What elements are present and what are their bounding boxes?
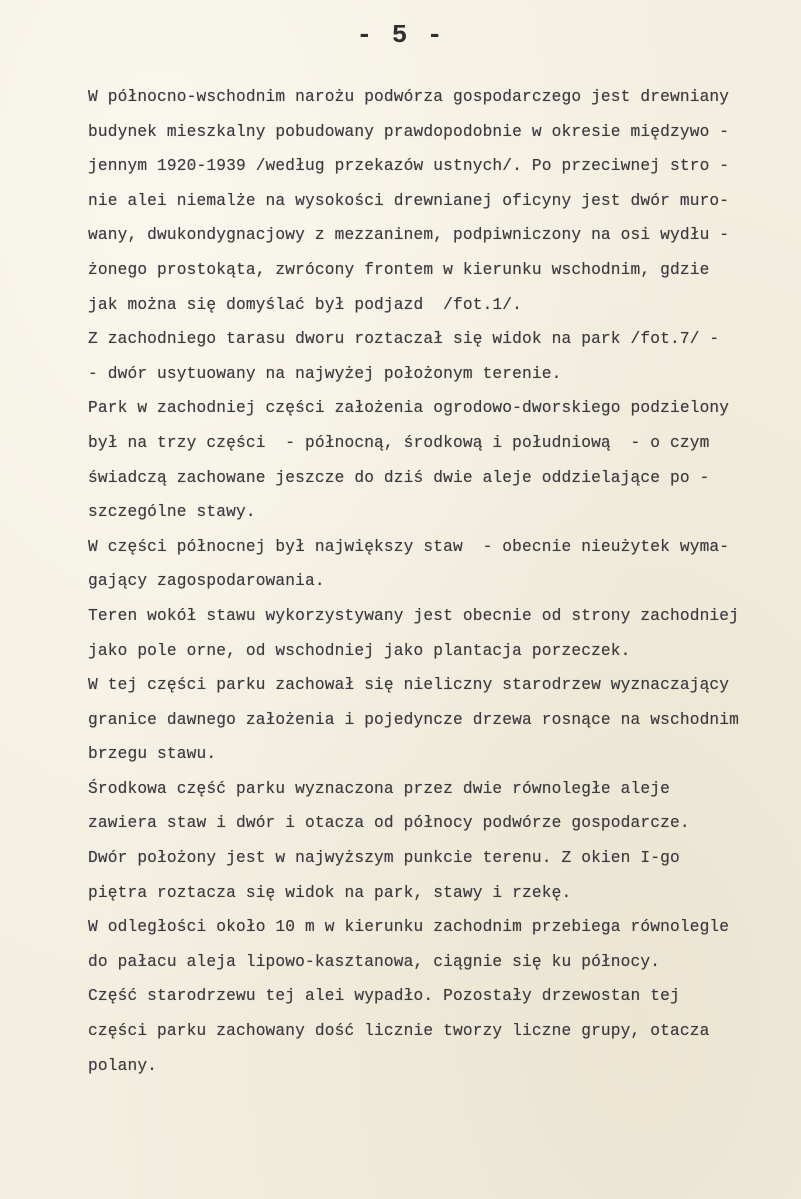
text-line: budynek mieszkalny pobudowany prawdopodobnie w okresie międzywo - [88,122,730,141]
text-line: do pałacu aleja lipowo-kasztanowa, ciągnie się ku północy. [88,952,661,971]
text-line: brzegu stawu. [88,745,217,764]
text-line: piętra roztacza się widok na park, stawy i rzekę. [88,883,572,902]
text-line: Środkowa część parku wyznaczona przez dwie równoległe aleje [88,779,670,798]
text-line: gający zagospodarowania. [88,572,325,591]
text-line: W północno-wschodnim narożu podwórza gospodarczego jest drewniany [88,88,730,106]
text-line: granice dawnego założenia i pojedyncze drzewa rosnące na wschodnim [88,710,740,729]
text-line: - dwór usytuowany na najwyżej położonym terenie. [88,364,562,383]
text-line: jako pole orne, od wschodniej jako plantacja porzeczek. [88,641,631,660]
text-line: części parku zachowany dość licznie tworzy liczne grupy, otacza [88,1022,710,1041]
text-line: Z zachodniego tarasu dworu roztaczał się widok na park /fot.7/ - [88,330,720,349]
page-number: - 5 - [356,20,445,50]
text-line: Park w zachodniej części założenia ogrodowo-dworskiego podzielony [88,399,730,418]
text-line: Teren wokół stawu wykorzystywany jest obecnie od strony zachodniej [88,606,740,625]
text-line: Dwór położony jest w najwyższym punkcie terenu. Z okien I-go [88,849,680,868]
text-line: polany. [88,1056,158,1075]
text-line: nie alei niemalże na wysokości drewnianej oficyny jest dwór muro- [88,191,730,210]
text-line: świadczą zachowane jeszcze do dziś dwie aleje oddzielające po - [88,468,710,487]
text-line: wany, dwukondygnacjowy z mezzaninem, podpiwniczony na osi wydłu - [88,226,730,245]
typewritten-text-body [88,84,793,1087]
text-line: zawiera staw i dwór i otacza od północy podwórze gospodarcze. [88,814,690,833]
text-line: Część starodrzewu tej alei wypadło. Pozostały drzewostan tej [88,987,680,1006]
text-line: jak można się domyślać był podjazd /fot.1/. [88,295,523,314]
text-line: jennym 1920-1939 /według przekazów ustnych/. Po przeciwnej stro - [88,157,730,176]
text-line: W części północnej był największy staw - obecnie nieużytek wyma- [88,537,730,556]
text-line: był na trzy części - północną, środkową i południową - o czym [88,433,710,452]
text-line: W tej części parku zachował się nieliczny starodrzew wyznaczający [88,676,730,695]
text-line: W odległości około 10 m w kierunku zachodnim przebiega równolegle [88,918,730,937]
text-line: szczególne stawy. [88,503,256,522]
text-line: żonego prostokąta, zwrócony frontem w kierunku wschodnim, gdzie [88,260,710,279]
